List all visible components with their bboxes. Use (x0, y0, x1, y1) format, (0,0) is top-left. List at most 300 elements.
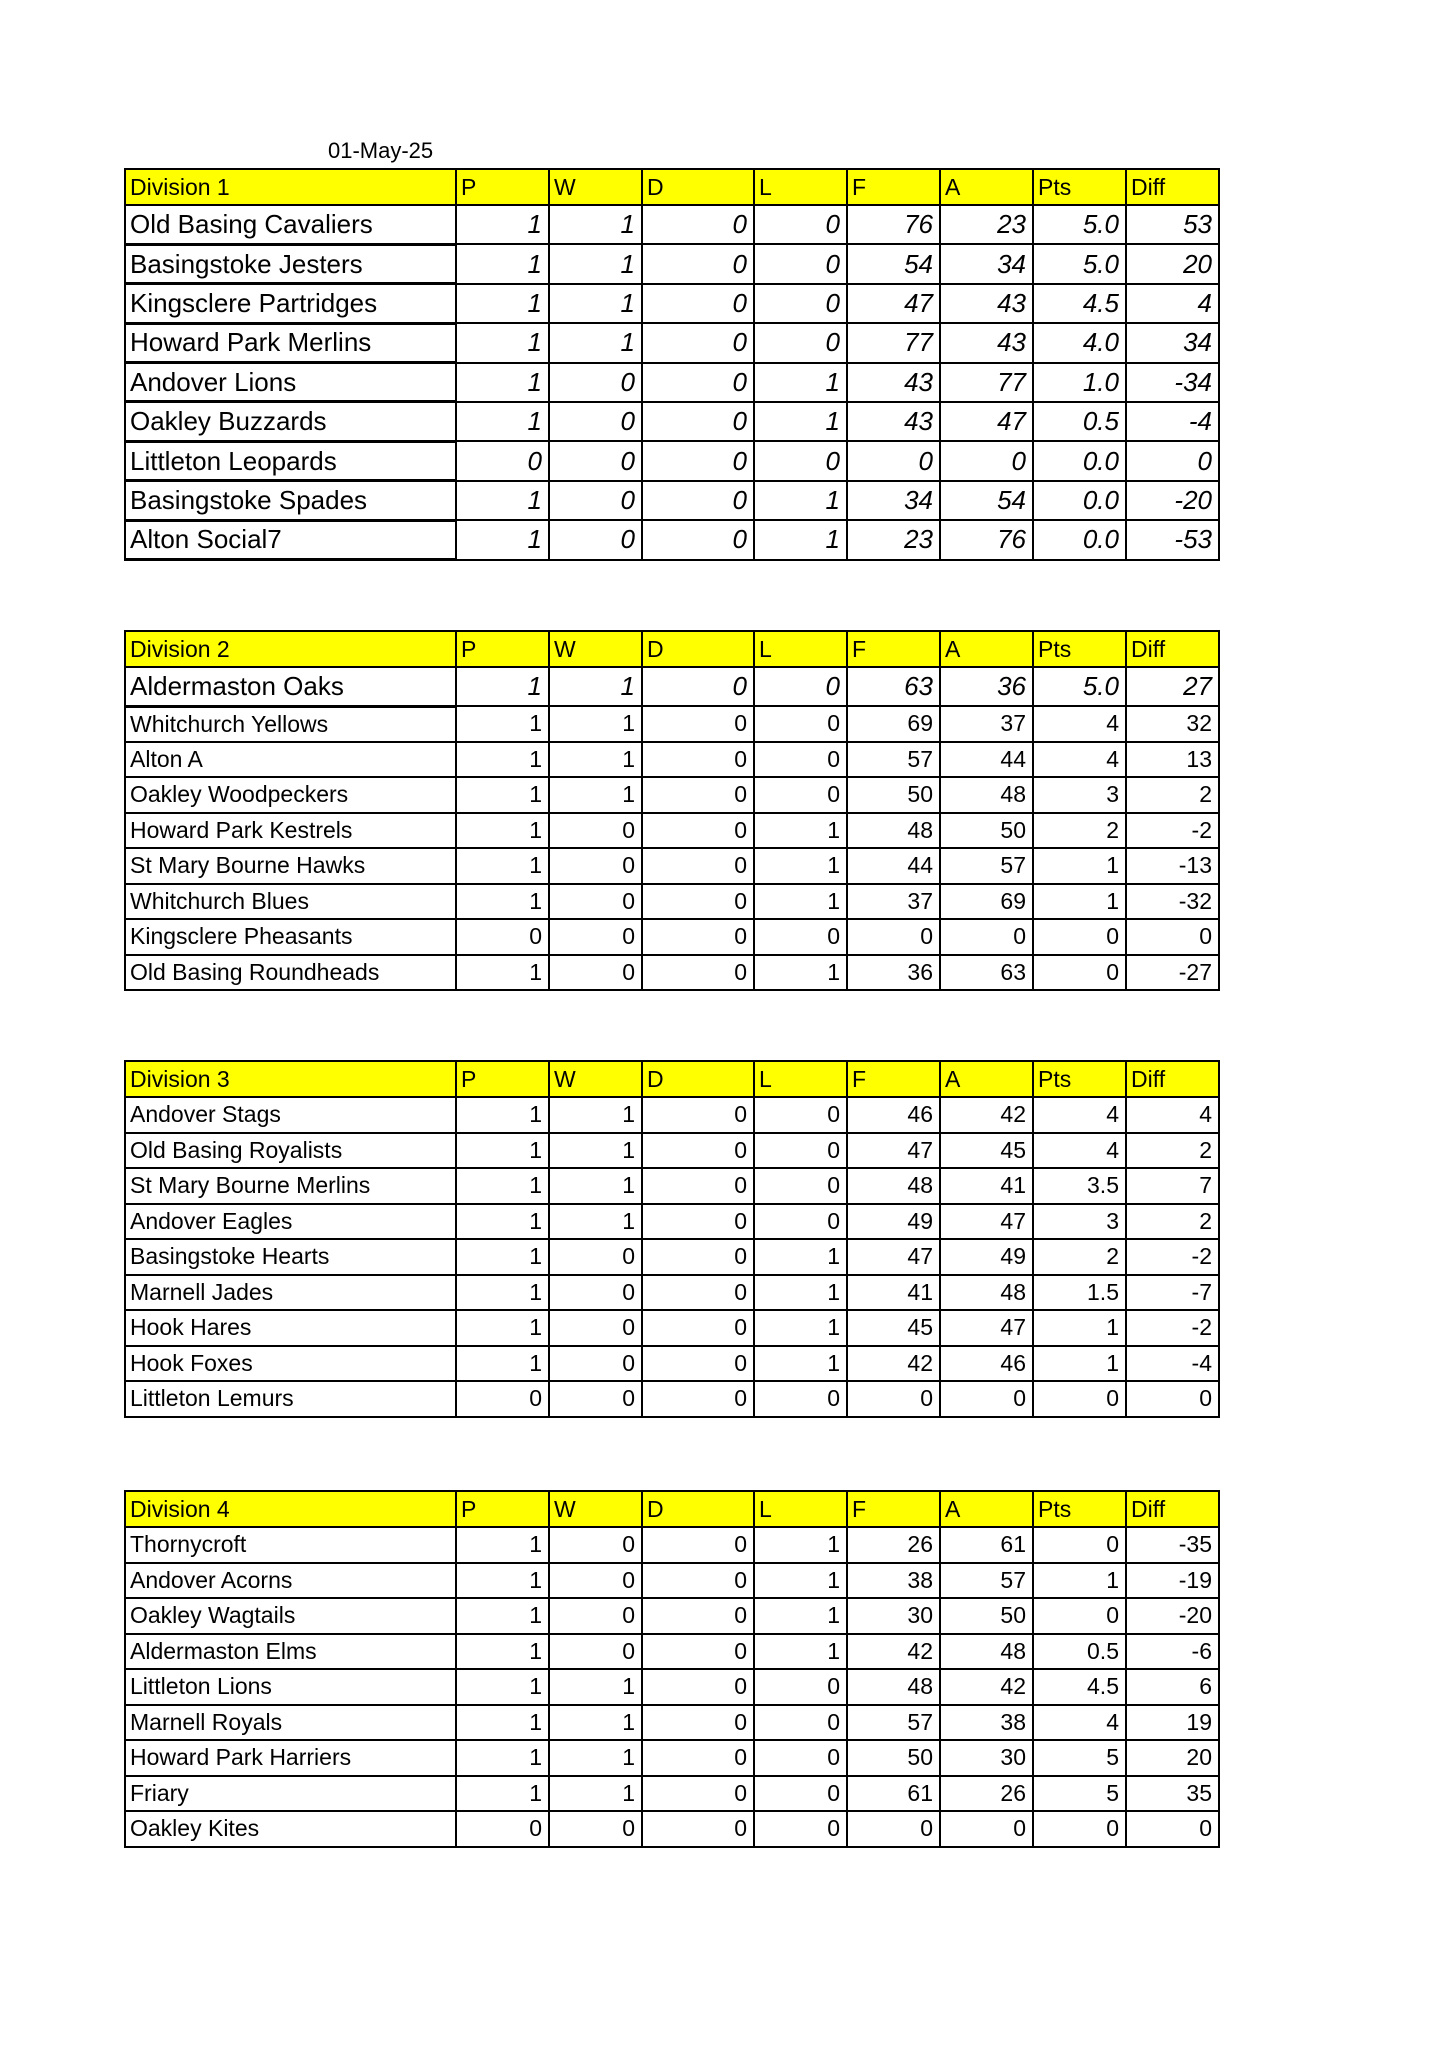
stat-cell: 1 (754, 1239, 847, 1275)
stat-cell: 0 (642, 919, 754, 955)
stat-cell: 4.5 (1033, 284, 1126, 323)
column-header: W (549, 1491, 642, 1527)
stat-cell: 1 (456, 955, 549, 991)
stat-cell: 77 (847, 323, 940, 362)
stat-cell: 1 (549, 1204, 642, 1240)
stat-cell: 0 (642, 205, 754, 244)
stat-cell: 0 (642, 706, 754, 742)
team-name: Oakley Wagtails (125, 1598, 456, 1634)
stat-cell: 0 (940, 919, 1033, 955)
stat-cell: 0 (754, 777, 847, 813)
stat-cell: 30 (847, 1598, 940, 1634)
stat-cell: 54 (847, 244, 940, 283)
stat-cell: 0 (549, 1275, 642, 1311)
team-name: Oakley Buzzards (125, 402, 456, 441)
division-name: Division 3 (125, 1061, 456, 1097)
stat-cell: 1 (456, 742, 549, 778)
stat-cell: 1 (456, 1634, 549, 1670)
stat-cell: 37 (847, 884, 940, 920)
table-row (125, 742, 1219, 778)
stat-cell: 1 (456, 884, 549, 920)
stat-cell: 0 (549, 919, 642, 955)
stat-cell: 1 (456, 848, 549, 884)
stat-cell: 5.0 (1033, 667, 1126, 706)
stat-cell: 1 (456, 1705, 549, 1741)
stat-cell: 48 (940, 777, 1033, 813)
stat-cell: 57 (847, 742, 940, 778)
stat-cell: 3 (1033, 777, 1126, 813)
stat-cell: 43 (847, 402, 940, 441)
team-name: Aldermaston Oaks (125, 667, 456, 706)
stat-cell: 1 (456, 777, 549, 813)
team-name: Andover Stags (125, 1097, 456, 1133)
stat-cell: -13 (1126, 848, 1219, 884)
stat-cell: 0 (642, 363, 754, 402)
stat-cell: 4.5 (1033, 1669, 1126, 1705)
stat-cell: 1 (456, 244, 549, 283)
stat-cell: 1 (456, 323, 549, 362)
column-header: F (847, 169, 940, 205)
stat-cell: 1 (456, 1740, 549, 1776)
stat-cell: 4 (1033, 706, 1126, 742)
team-name: Whitchurch Blues (125, 884, 456, 920)
stat-cell: 1.0 (1033, 363, 1126, 402)
stat-cell: 54 (940, 481, 1033, 520)
stat-cell: 34 (940, 244, 1033, 283)
stat-cell: 48 (940, 1634, 1033, 1670)
stat-cell: 0 (456, 919, 549, 955)
stat-cell: 1 (754, 813, 847, 849)
stat-cell: 0 (549, 1310, 642, 1346)
stat-cell: 1 (456, 1598, 549, 1634)
stat-cell: 1 (754, 884, 847, 920)
stat-cell: 76 (847, 205, 940, 244)
stat-cell: 69 (847, 706, 940, 742)
stat-cell: 45 (940, 1133, 1033, 1169)
stat-cell: 2 (1126, 777, 1219, 813)
column-header: A (940, 631, 1033, 667)
stat-cell: 44 (847, 848, 940, 884)
team-name: Whitchurch Yellows (125, 706, 456, 742)
table-row (125, 402, 1219, 441)
stat-cell: 0 (549, 1239, 642, 1275)
stat-cell: 76 (940, 520, 1033, 559)
stat-cell: 0 (642, 1133, 754, 1169)
column-header: Pts (1033, 169, 1126, 205)
stat-cell: 1 (754, 520, 847, 559)
stat-cell: 0 (642, 1669, 754, 1705)
stat-cell: 0 (549, 1527, 642, 1563)
table-row (125, 813, 1219, 849)
column-header: P (456, 631, 549, 667)
column-header: L (754, 169, 847, 205)
stat-cell: 50 (940, 1598, 1033, 1634)
table-row (125, 1275, 1219, 1311)
stat-cell: 0 (642, 1346, 754, 1382)
stat-cell: 32 (1126, 706, 1219, 742)
stat-cell: 0 (549, 520, 642, 559)
column-header: Pts (1033, 631, 1126, 667)
stat-cell: 27 (1126, 667, 1219, 706)
table-row (125, 363, 1219, 402)
stat-cell: 43 (940, 323, 1033, 362)
stat-cell: 1 (754, 402, 847, 441)
stat-cell: -32 (1126, 884, 1219, 920)
stat-cell: 7 (1126, 1168, 1219, 1204)
division-4-table (124, 1490, 1220, 1848)
team-name: Alton Social7 (125, 520, 456, 559)
stat-cell: 36 (940, 667, 1033, 706)
table-row (125, 1168, 1219, 1204)
stat-cell: 0 (642, 955, 754, 991)
stat-cell: 1 (456, 706, 549, 742)
stat-cell: 0 (642, 1239, 754, 1275)
stat-cell: 1 (456, 1275, 549, 1311)
stat-cell: 30 (940, 1740, 1033, 1776)
stat-cell: 0 (940, 441, 1033, 480)
stat-cell: 77 (940, 363, 1033, 402)
stat-cell: 3.5 (1033, 1168, 1126, 1204)
table-row (125, 848, 1219, 884)
column-header: Pts (1033, 1491, 1126, 1527)
stat-cell: 0 (549, 1811, 642, 1847)
stat-cell: 3 (1033, 1204, 1126, 1240)
table-row (125, 1133, 1219, 1169)
team-name: Howard Park Harriers (125, 1740, 456, 1776)
table-row (125, 1598, 1219, 1634)
stat-cell: 48 (847, 813, 940, 849)
stat-cell: 0 (847, 441, 940, 480)
stat-cell: 1 (549, 777, 642, 813)
team-name: Old Basing Royalists (125, 1133, 456, 1169)
stat-cell: 0.0 (1033, 441, 1126, 480)
header-row (125, 1491, 1219, 1527)
stat-cell: 0 (642, 1527, 754, 1563)
stat-cell: 0 (549, 1381, 642, 1417)
stat-cell: 1 (456, 1097, 549, 1133)
stat-cell: 0 (456, 441, 549, 480)
stat-cell: 0 (549, 813, 642, 849)
stat-cell: 42 (940, 1097, 1033, 1133)
stat-cell: 2 (1033, 813, 1126, 849)
division-2-table (124, 630, 1220, 991)
team-name: Thornycroft (125, 1527, 456, 1563)
stat-cell: 1 (456, 284, 549, 323)
team-name: Marnell Royals (125, 1705, 456, 1741)
stat-cell: 0 (754, 667, 847, 706)
stat-cell: 26 (940, 1776, 1033, 1812)
stat-cell: 53 (1126, 205, 1219, 244)
stat-cell: 0 (754, 323, 847, 362)
stat-cell: 1 (549, 1097, 642, 1133)
stat-cell: 0 (642, 1740, 754, 1776)
stat-cell: 47 (940, 402, 1033, 441)
stat-cell: 0 (847, 1381, 940, 1417)
stat-cell: 46 (940, 1346, 1033, 1382)
stat-cell: 47 (847, 1133, 940, 1169)
stat-cell: 23 (847, 520, 940, 559)
stat-cell: 47 (940, 1310, 1033, 1346)
stat-cell: 49 (847, 1204, 940, 1240)
stat-cell: 1 (456, 1168, 549, 1204)
stat-cell: 1 (754, 1563, 847, 1599)
stat-cell: 0 (1033, 919, 1126, 955)
stat-cell: 43 (940, 284, 1033, 323)
stat-cell: -4 (1126, 402, 1219, 441)
stat-cell: 0 (549, 848, 642, 884)
table-row (125, 1740, 1219, 1776)
stat-cell: 0 (642, 1705, 754, 1741)
table-row (125, 1634, 1219, 1670)
stat-cell: 0 (940, 1811, 1033, 1847)
stat-cell: 48 (847, 1669, 940, 1705)
column-header: A (940, 1061, 1033, 1097)
stat-cell: 1 (456, 520, 549, 559)
stat-cell: 1.5 (1033, 1275, 1126, 1311)
stat-cell: 0 (754, 1168, 847, 1204)
table-row (125, 323, 1219, 362)
stat-cell: 0 (549, 363, 642, 402)
table-row (125, 1527, 1219, 1563)
stat-cell: 61 (940, 1527, 1033, 1563)
stat-cell: 57 (940, 1563, 1033, 1599)
column-header: D (642, 169, 754, 205)
stat-cell: 1 (1033, 1563, 1126, 1599)
team-name: Andover Lions (125, 363, 456, 402)
stat-cell: -27 (1126, 955, 1219, 991)
stat-cell: 1 (456, 402, 549, 441)
table-row (125, 1811, 1219, 1847)
stat-cell: 0 (754, 1133, 847, 1169)
table-row (125, 955, 1219, 991)
stat-cell: 1 (456, 1346, 549, 1382)
table-row (125, 919, 1219, 955)
stat-cell: 1 (754, 1527, 847, 1563)
column-header: W (549, 169, 642, 205)
stat-cell: 1 (754, 1634, 847, 1670)
stat-cell: 1 (456, 481, 549, 520)
stat-cell: 69 (940, 884, 1033, 920)
stat-cell: 0.5 (1033, 402, 1126, 441)
table-row (125, 1776, 1219, 1812)
stat-cell: 0 (549, 402, 642, 441)
stat-cell: 1 (549, 244, 642, 283)
column-header: L (754, 1061, 847, 1097)
stat-cell: -20 (1126, 1598, 1219, 1634)
stat-cell: 34 (847, 481, 940, 520)
stat-cell: 0 (754, 1381, 847, 1417)
stat-cell: 5.0 (1033, 205, 1126, 244)
stat-cell: 0 (549, 955, 642, 991)
stat-cell: 1 (549, 1669, 642, 1705)
stat-cell: 1 (549, 1133, 642, 1169)
stat-cell: 1 (456, 1310, 549, 1346)
team-name: Basingstoke Spades (125, 481, 456, 520)
table-row (125, 1563, 1219, 1599)
stat-cell: 0 (549, 441, 642, 480)
stat-cell: 26 (847, 1527, 940, 1563)
stat-cell: 0 (642, 1598, 754, 1634)
division-3-table (124, 1060, 1220, 1418)
stat-cell: 0 (1033, 955, 1126, 991)
stat-cell: 0 (642, 1776, 754, 1812)
column-header: P (456, 1491, 549, 1527)
stat-cell: -20 (1126, 481, 1219, 520)
report-date: 01-May-25 (328, 138, 434, 163)
division-name: Division 1 (125, 169, 456, 205)
table-row (125, 205, 1219, 244)
stat-cell: 1 (1033, 1346, 1126, 1382)
stat-cell: -2 (1126, 1239, 1219, 1275)
column-header: P (456, 1061, 549, 1097)
stat-cell: 47 (847, 284, 940, 323)
stat-cell: 0 (754, 1204, 847, 1240)
header-row (125, 631, 1219, 667)
column-header: L (754, 631, 847, 667)
column-header: W (549, 1061, 642, 1097)
header-row (125, 169, 1219, 205)
column-header: Diff (1126, 169, 1219, 205)
stat-cell: 1 (549, 1705, 642, 1741)
table-row (125, 1669, 1219, 1705)
stat-cell: 20 (1126, 244, 1219, 283)
table-row (125, 1239, 1219, 1275)
stat-cell: 20 (1126, 1740, 1219, 1776)
team-name: St Mary Bourne Merlins (125, 1168, 456, 1204)
column-header: P (456, 169, 549, 205)
stat-cell: 41 (847, 1275, 940, 1311)
team-name: Littleton Lions (125, 1669, 456, 1705)
column-header: D (642, 1491, 754, 1527)
table-row (125, 244, 1219, 283)
stat-cell: 1 (456, 205, 549, 244)
stat-cell: -35 (1126, 1527, 1219, 1563)
stat-cell: 0 (642, 742, 754, 778)
table-row (125, 520, 1219, 559)
stat-cell: 0 (642, 520, 754, 559)
stat-cell: 0 (642, 848, 754, 884)
stat-cell: 47 (940, 1204, 1033, 1240)
column-header: Diff (1126, 631, 1219, 667)
stat-cell: 48 (847, 1168, 940, 1204)
stat-cell: 1 (754, 1598, 847, 1634)
team-name: Littleton Leopards (125, 441, 456, 480)
stat-cell: 41 (940, 1168, 1033, 1204)
stat-cell: 1 (549, 667, 642, 706)
stat-cell: -6 (1126, 1634, 1219, 1670)
stat-cell: 0 (642, 284, 754, 323)
table-row (125, 441, 1219, 480)
stat-cell: 34 (1126, 323, 1219, 362)
stat-cell: 0 (1126, 441, 1219, 480)
stat-cell: 43 (847, 363, 940, 402)
column-header: F (847, 1061, 940, 1097)
table-row (125, 667, 1219, 706)
stat-cell: 0 (642, 1634, 754, 1670)
stat-cell: 49 (940, 1239, 1033, 1275)
division-1-table (124, 168, 1220, 561)
stat-cell: 37 (940, 706, 1033, 742)
stat-cell: 4 (1126, 284, 1219, 323)
stat-cell: 1 (549, 205, 642, 244)
stat-cell: 0 (642, 667, 754, 706)
stat-cell: 5 (1033, 1776, 1126, 1812)
stat-cell: 1 (456, 1563, 549, 1599)
stat-cell: 0 (754, 1740, 847, 1776)
team-name: Aldermaston Elms (125, 1634, 456, 1670)
stat-cell: 1 (549, 1740, 642, 1776)
stat-cell: 0 (754, 742, 847, 778)
stat-cell: 57 (940, 848, 1033, 884)
team-name: Alton A (125, 742, 456, 778)
stat-cell: 0 (642, 323, 754, 362)
stat-cell: 0 (642, 1563, 754, 1599)
stat-cell: 0 (549, 1634, 642, 1670)
team-name: Andover Acorns (125, 1563, 456, 1599)
table-row (125, 777, 1219, 813)
team-name: Old Basing Cavaliers (125, 205, 456, 244)
stat-cell: 0 (549, 481, 642, 520)
stat-cell: 48 (940, 1275, 1033, 1311)
team-name: Basingstoke Hearts (125, 1239, 456, 1275)
table-row (125, 481, 1219, 520)
stat-cell: 45 (847, 1310, 940, 1346)
division-name: Division 2 (125, 631, 456, 667)
column-header: Pts (1033, 1061, 1126, 1097)
stat-cell: 2 (1033, 1239, 1126, 1275)
stat-cell: 0.5 (1033, 1634, 1126, 1670)
stat-cell: 0 (754, 244, 847, 283)
stat-cell: -2 (1126, 813, 1219, 849)
column-header: A (940, 169, 1033, 205)
stat-cell: 1 (456, 667, 549, 706)
stat-cell: 42 (847, 1346, 940, 1382)
stat-cell: 1 (754, 1346, 847, 1382)
stat-cell: 63 (940, 955, 1033, 991)
stat-cell: -4 (1126, 1346, 1219, 1382)
stat-cell: 0 (642, 813, 754, 849)
team-name: Old Basing Roundheads (125, 955, 456, 991)
stat-cell: 4 (1033, 742, 1126, 778)
stat-cell: 2 (1126, 1133, 1219, 1169)
stat-cell: 0 (642, 1381, 754, 1417)
team-name: St Mary Bourne Hawks (125, 848, 456, 884)
stat-cell: 0 (1033, 1598, 1126, 1634)
stat-cell: 46 (847, 1097, 940, 1133)
stat-cell: 0 (1033, 1811, 1126, 1847)
stat-cell: 0 (754, 1776, 847, 1812)
stat-cell: 1 (549, 1776, 642, 1812)
stat-cell: -7 (1126, 1275, 1219, 1311)
stat-cell: 1 (1033, 884, 1126, 920)
stat-cell: 23 (940, 205, 1033, 244)
team-name: Hook Foxes (125, 1346, 456, 1382)
stat-cell: 0 (642, 1811, 754, 1847)
stat-cell: 0 (549, 1598, 642, 1634)
team-name: Friary (125, 1776, 456, 1812)
stat-cell: 44 (940, 742, 1033, 778)
stat-cell: 0 (1126, 1811, 1219, 1847)
stat-cell: 0 (754, 1811, 847, 1847)
division-name: Division 4 (125, 1491, 456, 1527)
stat-cell: 0 (754, 284, 847, 323)
stat-cell: 0 (642, 1168, 754, 1204)
stat-cell: 1 (754, 363, 847, 402)
stat-cell: 1 (456, 1239, 549, 1275)
column-header: W (549, 631, 642, 667)
stat-cell: 1 (456, 1204, 549, 1240)
stat-cell: 0 (847, 1811, 940, 1847)
